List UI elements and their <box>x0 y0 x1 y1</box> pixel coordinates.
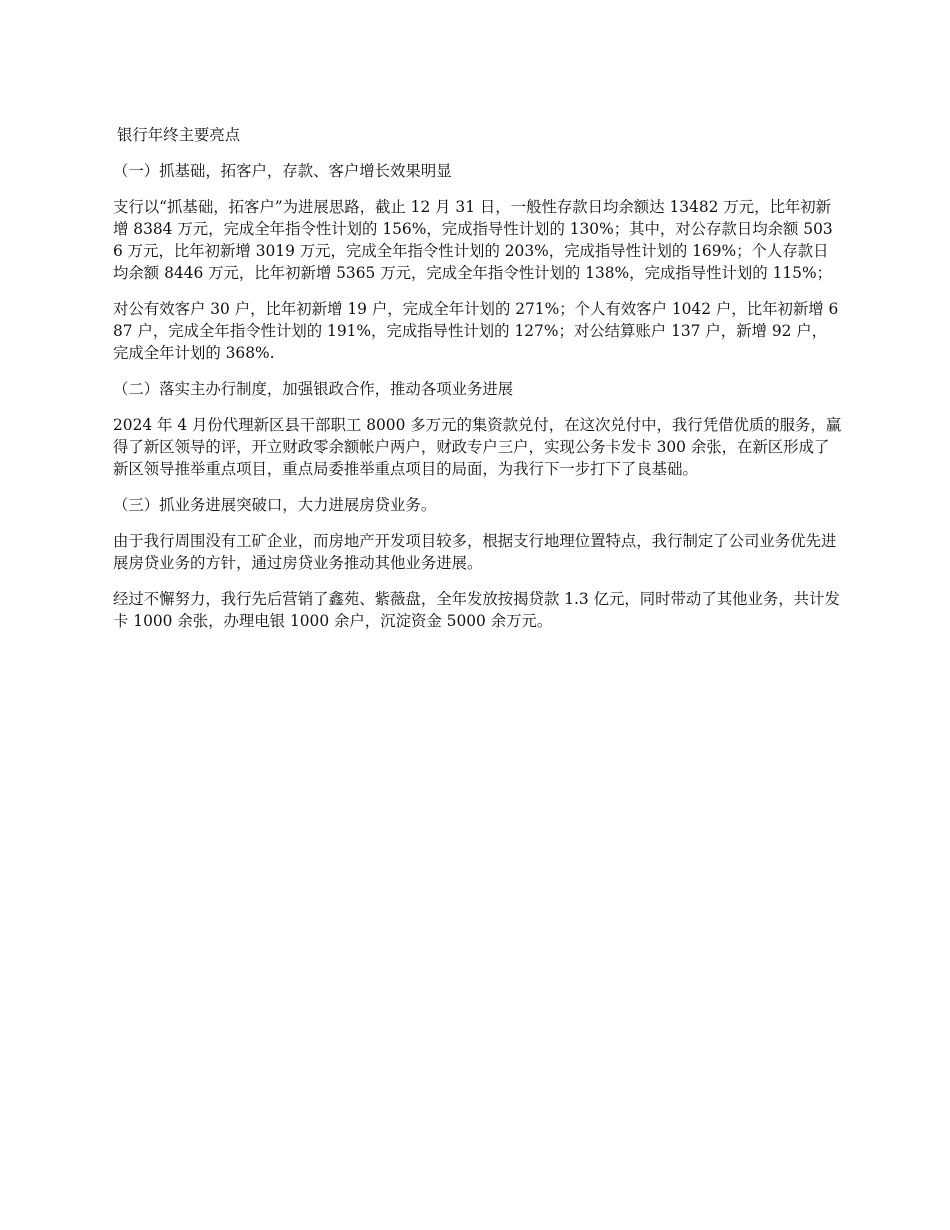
paragraph-mortgage-strategy: 由于我行周围没有工矿企业，而房地产开发项目较多，根据支行地理位置特点，我行制定了公司业务优先进展房贷业务的方针，通过房贷业务推动其他业务进展。 <box>113 532 837 572</box>
paragraph-deposits: 支行以“抓基础，拓客户”为进展思路，截止 12 月 31 日，一般性存款日均余额达 13482 万元，比年初新增 8384 万元，完成全年指令性计划的 156%，完成指导性计划的 130%；其中，对公存款日均余额 5036 万元，比年初新增 3019 万元，完成全年指令性计划的 203%，完成指导性计划的 169%；个人存款日均余额 8446 万元，比年初新增 5365 万元，完成全年指令性计划的 138%，完成指导性计划的 115%； <box>113 198 833 282</box>
paragraph-government-cooperation: 2024 年 4 月份代理新区县干部职工 8000 多万元的集资款兑付，在这次兑付中，我行凭借优质的服务，赢得了新区领导的评，开立财政零余额帐户两户，财政专户三户，实现公务卡发卡 300 余张，在新区形成了新区领导推举重点项目，重点局委推举重点项目的局面，为我行下一步打下了良基础。 <box>113 416 842 478</box>
section-heading-2: （二）落实主办行制度，加强银政合作，推动各项业务进展 <box>113 380 514 398</box>
document-title: 银行年终主要亮点 <box>117 126 241 144</box>
paragraph-mortgage-results: 经过不懈努力，我行先后营销了鑫苑、紫薇盘，全年发放按揭贷款 1.3 亿元，同时带动了其他业务，共计发卡 1000 余张，办理电银 1000 余户，沉淀资金 5000 余万元。 <box>113 590 840 630</box>
section-heading-1: （一）抓基础，拓客户，存款、客户增长效果明显 <box>113 162 452 180</box>
paragraph-customers: 对公有效客户 30 户，比年初新增 19 户，完成全年计划的 271%；个人有效客户 1042 户，比年初新增 687 户，完成全年指令性计划的 191%，完成指导性计划的 127%；对公结算账户 137 户，新增 92 户，完成全年计划的 368%. <box>113 300 839 362</box>
section-heading-3: （三）抓业务进展突破口，大力进展房贷业务。 <box>113 496 437 514</box>
